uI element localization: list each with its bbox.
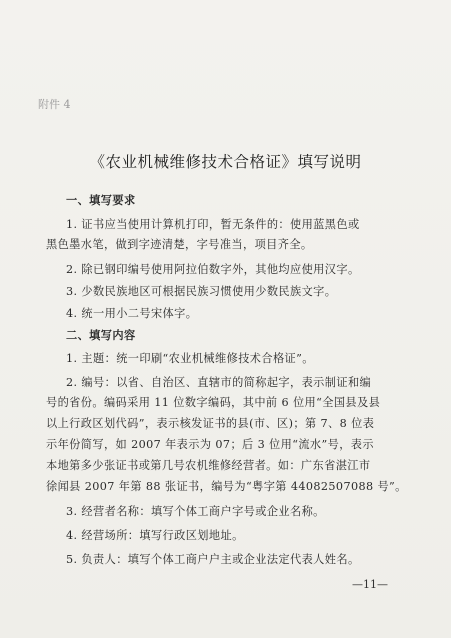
paragraph-line: 号的省份。编码采用 11 位数字编码，其中前 6 位用“全国县及县 [46, 396, 381, 409]
page-number: —11— [352, 578, 388, 591]
paragraph-line: 2. 除已钢印编号使用阿拉伯数字外，其他均应使用汉字。 [66, 263, 360, 276]
paragraph-line: 徐闻县 2007 年第 88 张证书，编号为“粤字第 44082507088 号”。 [46, 480, 407, 493]
paragraph-line: 3. 经营者名称：填写个体工商户字号或企业名称。 [66, 505, 325, 518]
paragraph-line: 1. 证书应当使用计算机打印，暂无条件的：使用蓝黑色或 [66, 218, 360, 231]
paragraph-line: 1. 主题：统一印刷“农业机械维修技术合格证”。 [66, 352, 314, 365]
paragraph-line: 以上行政区划代码”，表示核发证书的县(市、区)；第 7、8 位表 [46, 417, 375, 430]
section1-heading: 一、填写要求 [66, 193, 136, 207]
paragraph-line: 本地第多少张证书或第几号农机维修经营者。如：广东省湛江市 [46, 459, 371, 472]
paragraph-line: 2. 编号：以省、自治区、直辖市的简称起字，表示制证和编 [66, 376, 372, 389]
attachment-label: 附件 4 [38, 98, 71, 111]
document-title: 《农业机械维修技术合格证》填写说明 [89, 153, 362, 171]
paragraph-line: 4. 统一用小二号宋体字。 [66, 307, 198, 320]
paragraph-line: 3. 少数民族地区可根据民族习惯使用少数民族文字。 [66, 285, 337, 298]
paragraph-line: 示年份简写，如 2007 年表示为 07；后 3 位用“流水”号，表示 [46, 438, 374, 451]
paragraph-line: 4. 经营场所：填写行政区划地址。 [66, 529, 244, 542]
paragraph-line: 黑色墨水笔，做到字迹清楚，字号准当，项目齐全。 [46, 238, 313, 251]
section2-heading: 二、填写内容 [66, 328, 136, 342]
paragraph-line: 5. 负责人：填写个体工商户户主或企业法定代表人姓名。 [66, 553, 360, 566]
